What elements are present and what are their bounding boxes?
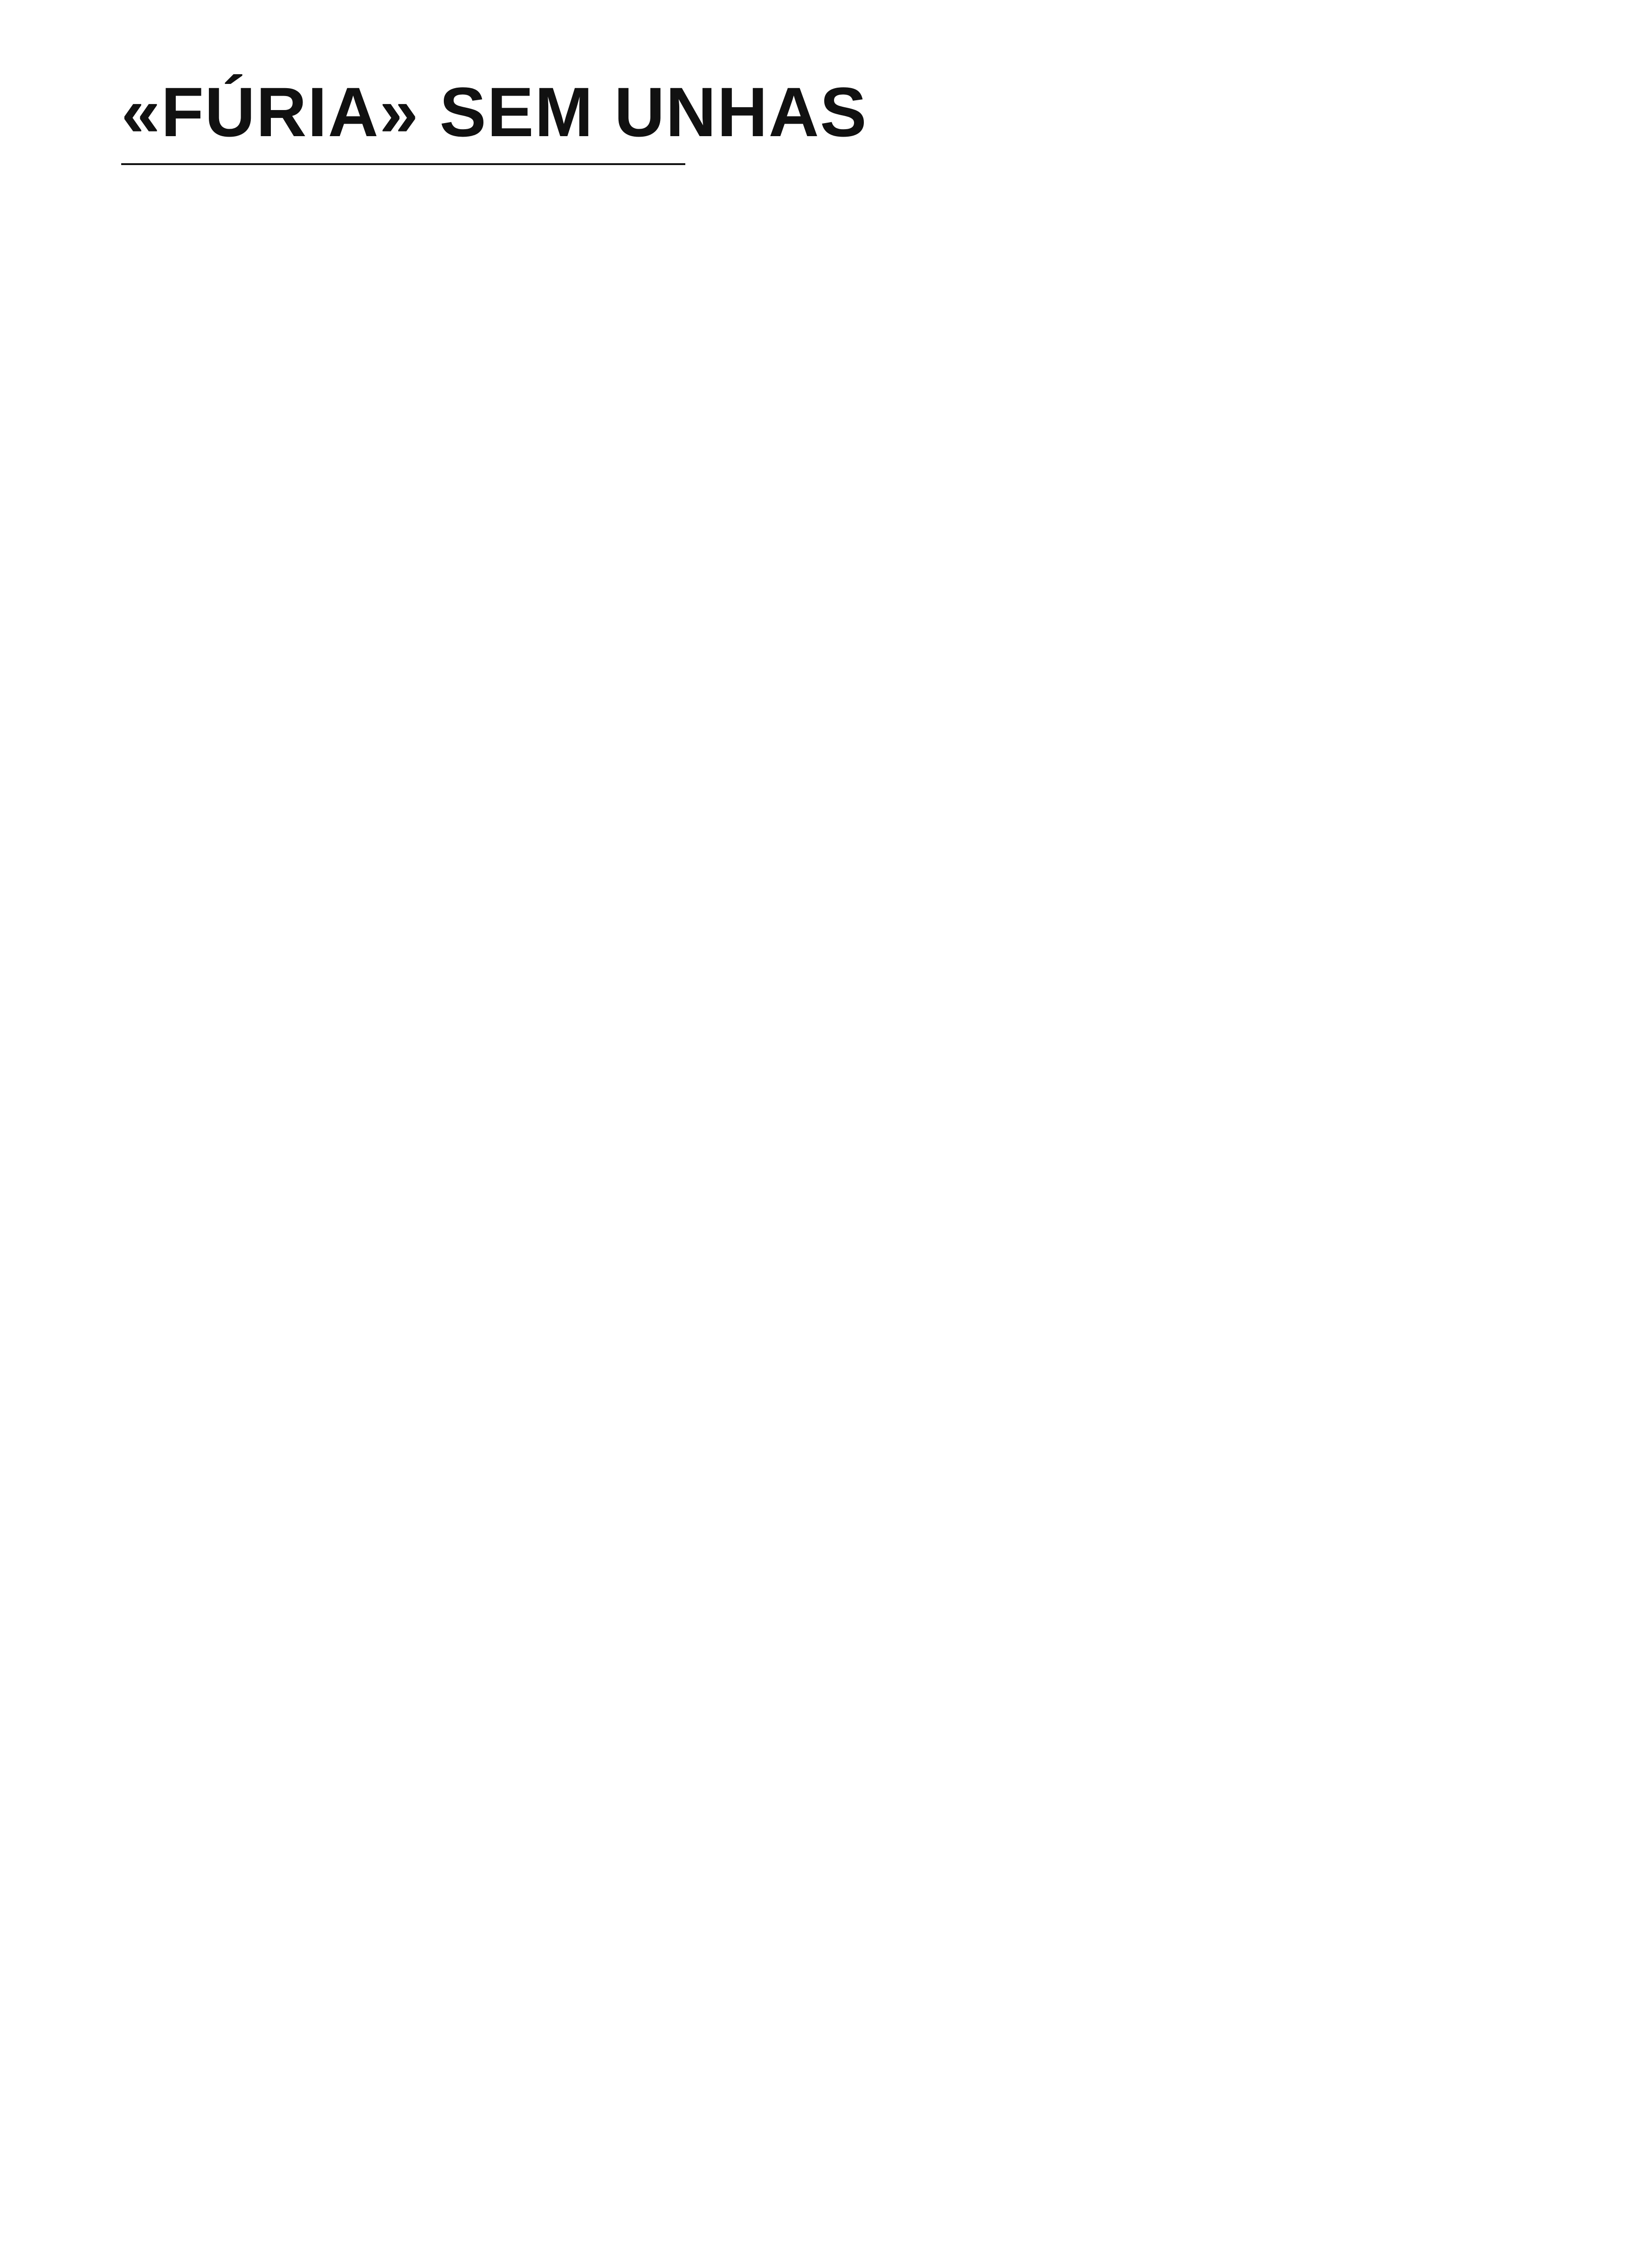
headline-rule — [121, 163, 685, 165]
page-headline: «FÚRIA» SEM UNHAS — [121, 73, 868, 151]
